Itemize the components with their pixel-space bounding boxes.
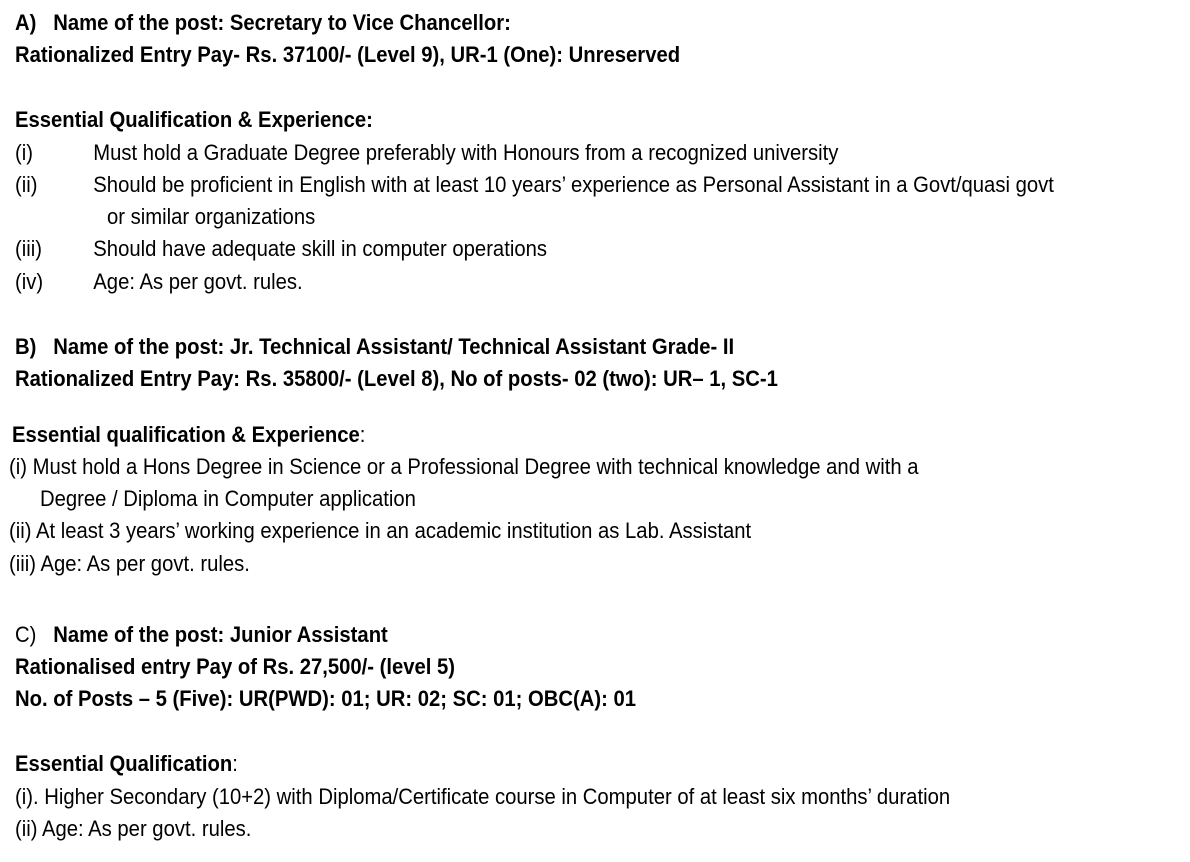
pay-line: Rationalized Entry Pay: Rs. 35800/- (Level 8), No of posts- 02 (two): UR– 1, SC-1 bbox=[15, 366, 778, 391]
item-label: (ii) bbox=[15, 172, 38, 197]
qualification-heading bbox=[15, 748, 238, 779]
item-text: Should have adequate skill in computer operations bbox=[93, 236, 547, 261]
post-title: Name of the post: Secretary to Vice Chancellor: bbox=[53, 10, 511, 35]
section-letter: B) bbox=[15, 334, 37, 359]
item-continuation: Degree / Diploma in Computer application bbox=[40, 486, 416, 511]
list-item: (i) Must hold a Hons Degree in Science or a Professional Degree with technical knowledge and with a bbox=[9, 454, 919, 479]
section-letter: A) bbox=[15, 10, 37, 35]
item-text: Age: As per govt. rules. bbox=[93, 269, 303, 294]
list-item bbox=[15, 137, 838, 168]
list-item bbox=[15, 233, 547, 264]
item-label: (iii) bbox=[15, 236, 42, 261]
post-title: Name of the post: Junior Assistant bbox=[53, 622, 388, 647]
qualification-heading: Essential Qualification & Experience: bbox=[15, 107, 373, 132]
post-title: Name of the post: Jr. Technical Assistant/ Technical Assistant Grade- II bbox=[53, 334, 735, 359]
item-continuation: or similar organizations bbox=[107, 204, 316, 229]
item-label: (iv) bbox=[15, 269, 44, 294]
item-text: Must hold a Graduate Degree preferably with Honours from a recognized university bbox=[93, 140, 839, 165]
list-item bbox=[15, 169, 1054, 200]
qualification-heading-text: Essential Qualification bbox=[15, 751, 233, 776]
list-item: (ii) At least 3 years’ working experience in an academic institution as Lab. Assistant bbox=[9, 518, 752, 543]
posts-line: No. of Posts – 5 (Five): UR(PWD): 01; UR: 02; SC: 01; OBC(A): 01 bbox=[15, 686, 637, 711]
section-c-heading bbox=[15, 619, 388, 650]
item-label: (i) bbox=[15, 140, 33, 165]
section-letter: C) bbox=[15, 622, 37, 647]
list-item: (iii) Age: As per govt. rules. bbox=[9, 551, 250, 576]
section-b-heading bbox=[15, 331, 734, 362]
qualification-heading-colon: : bbox=[232, 751, 238, 776]
qualification-heading-text: Essential qualification & Experience bbox=[12, 422, 360, 447]
section-a-heading bbox=[15, 7, 511, 38]
qualification-heading-colon: : bbox=[359, 422, 366, 447]
pay-line: Rationalised entry Pay of Rs. 27,500/- (level 5) bbox=[15, 654, 456, 679]
pay-line: Rationalized Entry Pay- Rs. 37100/- (Level 9), UR-1 (One): Unreserved bbox=[15, 42, 681, 67]
qualification-heading bbox=[12, 419, 365, 450]
list-item: (i). Higher Secondary (10+2) with Diploma/Certificate course in Computer of at least six months’ duration bbox=[15, 784, 951, 809]
list-item bbox=[15, 266, 303, 297]
list-item: (ii) Age: As per govt. rules. bbox=[15, 816, 252, 841]
item-text: Should be proficient in English with at least 10 years’ experience as Personal Assistant in a Govt/quasi govt bbox=[93, 172, 1054, 197]
